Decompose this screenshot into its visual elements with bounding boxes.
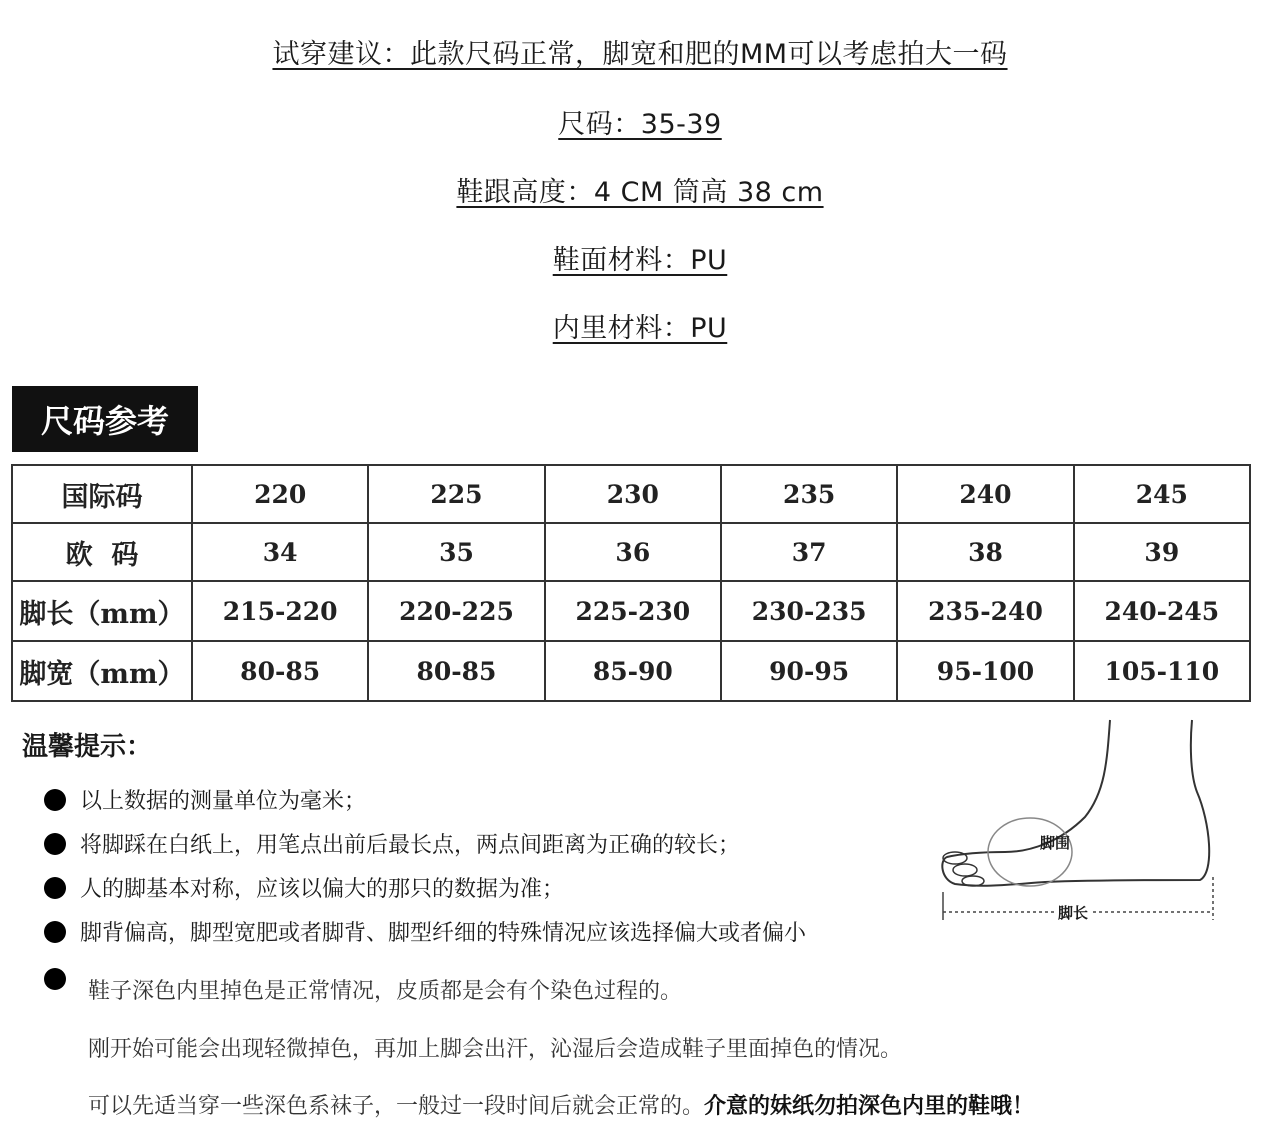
size-reference-heading: 尺码参考 [12, 386, 198, 452]
table-cell: 230 [545, 465, 721, 523]
dye-note-line-3 [88, 1089, 1034, 1120]
dye-note-text: 可以先适当穿一些深色系袜子，一般过一段时间后就会正常的。 [88, 1094, 705, 1119]
dye-note-line-2: 刚开始可能会出现轻微掉色，再加上脚会出汗，沁湿后会造成鞋子里面掉色的情况。 [88, 1037, 903, 1062]
table-row-foot-length [12, 581, 1250, 641]
table-cell: 230-235 [721, 581, 897, 641]
tip-item [44, 916, 806, 947]
table-cell: 225-230 [545, 581, 721, 641]
tip-text: 将脚踩在白纸上，用笔点出前后最长点，两点间距离为正确的较长； [80, 833, 741, 858]
row-header: 国际码 [12, 465, 192, 523]
table-cell: 240 [897, 465, 1073, 523]
table-cell: 240-245 [1074, 581, 1250, 641]
length-label: 脚长 [1055, 902, 1091, 923]
heel-height: 鞋跟高度：4 CM 筒高 38 cm [456, 177, 824, 208]
table-cell: 85-90 [545, 641, 721, 701]
table-cell: 220-225 [368, 581, 544, 641]
table-cell: 34 [192, 523, 368, 581]
fit-advice: 试穿建议：此款尺码正常，脚宽和肥的MM可以考虑拍大一码 [272, 39, 1008, 70]
table-row-eu [12, 523, 1250, 581]
table-cell: 235-240 [897, 581, 1073, 641]
table-cell: 95-100 [897, 641, 1073, 701]
table-cell: 225 [368, 465, 544, 523]
tips-title: 温馨提示： [22, 732, 153, 762]
tip-item [44, 872, 564, 903]
bullet-icon [44, 877, 66, 899]
table-cell: 36 [545, 523, 721, 581]
lining-material: 内里材料：PU [552, 313, 728, 344]
tip-text: 以上数据的测量单位为毫米； [80, 789, 367, 814]
bullet-icon [44, 968, 66, 990]
tip-item [44, 784, 366, 815]
tip-text: 脚背偏高，脚型宽肥或者脚背、脚型纤细的特殊情况应该选择偏大或者偏小 [80, 921, 807, 946]
table-cell: 105-110 [1074, 641, 1250, 701]
table-cell: 35 [368, 523, 544, 581]
tip-item [44, 828, 740, 859]
bullet-icon [44, 833, 66, 855]
upper-material: 鞋面材料：PU [552, 245, 728, 276]
dye-note-warning: 介意的妹纸勿拍深色内里的鞋哦！ [704, 1094, 1035, 1119]
table-row-international [12, 465, 1250, 523]
table-cell: 220 [192, 465, 368, 523]
bullet-icon [44, 921, 66, 943]
table-cell: 235 [721, 465, 897, 523]
tip-text: 人的脚基本对称，应该以偏大的那只的数据为准； [80, 877, 565, 902]
table-cell: 37 [721, 523, 897, 581]
table-cell: 215-220 [192, 581, 368, 641]
size-table [11, 464, 1251, 702]
table-row-foot-width [12, 641, 1250, 701]
table-cell: 90-95 [721, 641, 897, 701]
table-cell: 80-85 [192, 641, 368, 701]
size-range: 尺码：35-39 [558, 109, 722, 140]
table-cell: 39 [1074, 523, 1250, 581]
dye-note-line-1: 鞋子深色内里掉色是正常情况，皮质都是会有个染色过程的。 [88, 979, 683, 1004]
girth-label: 脚围 [1040, 834, 1071, 852]
row-header: 脚宽（mm） [12, 641, 192, 701]
row-header: 欧 码 [12, 523, 192, 581]
table-cell: 245 [1074, 465, 1250, 523]
table-cell: 80-85 [368, 641, 544, 701]
bullet-icon [44, 789, 66, 811]
row-header: 脚长（mm） [12, 581, 192, 641]
table-cell: 38 [897, 523, 1073, 581]
foot-diagram-icon [935, 712, 1225, 932]
